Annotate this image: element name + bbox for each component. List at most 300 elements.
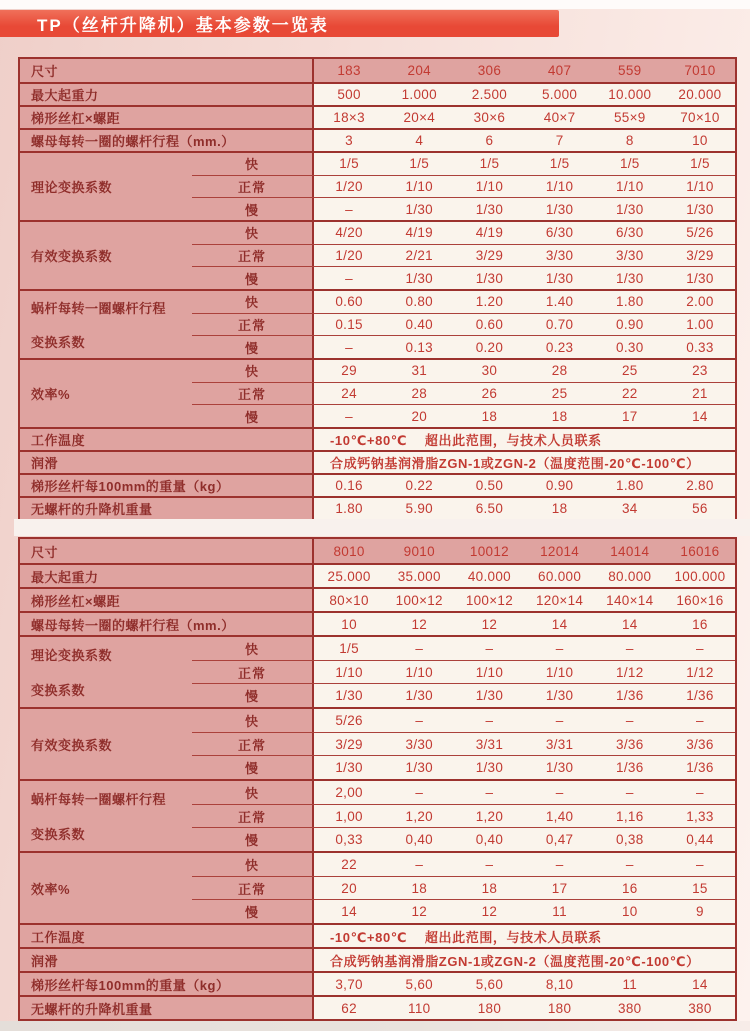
value-cell: 0.23 xyxy=(545,339,574,355)
page-top-margin xyxy=(0,0,750,9)
size-code: 8010 xyxy=(333,543,365,559)
value-cell: 4/20 xyxy=(335,225,363,241)
table-row xyxy=(20,128,735,151)
table-row xyxy=(20,450,735,473)
note-text: -10℃+80℃ 超出此范围，与技术人员联系 xyxy=(330,929,602,945)
value-cell: – xyxy=(625,640,634,656)
value-cell: 18 xyxy=(551,501,568,516)
row-values xyxy=(312,222,735,244)
row-label: 梯形丝杠×螺距 xyxy=(20,589,312,611)
row-values xyxy=(312,452,735,473)
value-cell: 1/10 xyxy=(545,179,574,194)
value-cell: 8,10 xyxy=(545,976,574,992)
table-group-row xyxy=(20,220,735,289)
value-cell: 1/30 xyxy=(545,688,574,704)
speed-label: 快 xyxy=(192,853,312,876)
speed-label: 正常 xyxy=(192,661,312,684)
row-label: 工作温度 xyxy=(20,429,312,450)
value-cell: 29 xyxy=(341,363,357,379)
value-cell: 25.000 xyxy=(327,568,371,584)
speed-label: 正常 xyxy=(192,383,312,405)
value-cell: 1/5 xyxy=(479,156,500,172)
value-cell: 180 xyxy=(477,1000,502,1016)
value-cell: – xyxy=(485,640,494,656)
table-header-row xyxy=(20,539,735,563)
value-cell: 1/30 xyxy=(475,201,504,217)
group-labels xyxy=(20,153,192,220)
value-cell: 18 xyxy=(411,880,428,896)
value-cell: 120×14 xyxy=(535,592,584,608)
value-cell: 0.80 xyxy=(405,294,433,310)
row-label: 变换系数 xyxy=(31,683,86,698)
value-cell: 1/5 xyxy=(339,156,359,172)
table-subrow xyxy=(192,175,735,198)
value-cell: 1.000 xyxy=(401,87,437,102)
value-cell: 1,00 xyxy=(335,808,363,824)
value-cell: 0,38 xyxy=(616,832,644,848)
row-values xyxy=(312,360,735,382)
row-values xyxy=(312,130,735,151)
value-cell: 5/26 xyxy=(335,712,363,728)
page-title-banner xyxy=(0,10,559,37)
value-cell: 1/12 xyxy=(686,664,714,680)
value-cell: 34 xyxy=(621,501,638,516)
value-cell: 5,60 xyxy=(475,976,504,992)
value-cell: 10 xyxy=(621,904,638,920)
value-cell: 3/30 xyxy=(405,736,433,752)
row-values xyxy=(312,198,735,220)
value-cell: 1,16 xyxy=(616,808,644,824)
value-cell: 80×10 xyxy=(329,592,369,608)
value-cell: 1/30 xyxy=(616,201,644,217)
value-cell: 18 xyxy=(481,880,498,896)
row-label: 最大起重力 xyxy=(20,565,312,587)
value-cell: 25 xyxy=(621,363,638,379)
value-cell: 1/10 xyxy=(405,664,433,680)
table-subrow xyxy=(192,153,735,175)
speed-label: 慢 xyxy=(192,828,312,851)
value-cell: – xyxy=(345,339,353,355)
value-cell: 140×14 xyxy=(606,592,654,608)
value-cell: 21 xyxy=(692,386,708,401)
speed-label: 正常 xyxy=(192,245,312,267)
row-label: 蜗杆每转一圈螺杆行程 xyxy=(31,301,167,317)
value-cell: 0.22 xyxy=(405,478,433,493)
value-cell: 1/30 xyxy=(545,201,574,217)
row-values xyxy=(312,613,735,635)
size-code: 7010 xyxy=(684,63,716,78)
table-row xyxy=(20,995,735,1019)
value-cell: – xyxy=(555,640,564,656)
row-values xyxy=(312,565,735,587)
value-cell: 1,20 xyxy=(475,808,504,824)
row-values xyxy=(312,684,735,707)
row-label: 无螺杆的升降机重量 xyxy=(20,498,312,519)
row-values xyxy=(312,781,735,804)
value-cell: 3/31 xyxy=(475,736,504,752)
row-values xyxy=(312,429,735,450)
value-cell: 4 xyxy=(415,133,424,148)
value-cell: 3 xyxy=(345,133,353,148)
value-cell: 1/36 xyxy=(616,688,644,704)
table-subrow xyxy=(192,732,735,756)
value-cell: 40.000 xyxy=(467,568,511,584)
group-subrows xyxy=(192,222,735,289)
row-label: 变换系数 xyxy=(31,334,86,350)
value-cell: 28 xyxy=(411,386,428,401)
value-cell: 1/10 xyxy=(545,664,574,680)
table-group-row xyxy=(20,851,735,923)
row-values xyxy=(312,709,735,732)
value-cell: 380 xyxy=(618,1000,642,1016)
value-cell: 0.33 xyxy=(686,339,714,355)
row-values xyxy=(312,59,735,82)
value-cell: 1/30 xyxy=(686,201,714,217)
row-values xyxy=(312,153,735,175)
table-group-row xyxy=(20,151,735,220)
value-cell: – xyxy=(625,856,634,872)
value-cell: 1,33 xyxy=(686,808,714,824)
table-subrow xyxy=(192,360,735,382)
table-row xyxy=(20,947,735,971)
value-cell: 0.20 xyxy=(475,339,504,355)
table-subrow xyxy=(192,313,735,336)
value-cell: 12 xyxy=(411,616,428,632)
value-cell: – xyxy=(555,784,564,800)
value-cell: – xyxy=(415,712,424,728)
row-values xyxy=(312,733,735,756)
value-cell: – xyxy=(696,712,704,728)
value-cell: 62 xyxy=(341,1000,357,1016)
row-values xyxy=(312,805,735,828)
value-cell: 30 xyxy=(481,363,498,379)
table-subrow xyxy=(192,382,735,405)
value-cell: 80.000 xyxy=(608,568,652,584)
note-text: 合成钙钠基润滑脂ZGN-1或ZGN-2（温度范围-20℃-100℃） xyxy=(330,456,700,471)
value-cell: 0.13 xyxy=(405,339,433,355)
value-cell: 2,00 xyxy=(335,784,363,800)
value-cell: 1/5 xyxy=(690,156,710,172)
value-cell: – xyxy=(625,784,634,800)
value-cell: 15 xyxy=(692,880,708,896)
group-subrows xyxy=(192,709,735,779)
value-cell: 35.000 xyxy=(397,568,441,584)
table-row xyxy=(20,971,735,995)
table-group-row xyxy=(20,289,735,358)
value-cell: 1,20 xyxy=(405,808,433,824)
value-cell: 1/10 xyxy=(335,664,363,680)
speed-label: 正常 xyxy=(192,805,312,828)
value-cell: 18 xyxy=(551,408,568,424)
table-subrow xyxy=(192,899,735,923)
speed-label: 正常 xyxy=(192,733,312,756)
row-values xyxy=(312,925,735,947)
value-cell: – xyxy=(345,270,353,286)
value-cell: 160×16 xyxy=(676,592,724,608)
size-code: 14014 xyxy=(610,543,650,559)
table-header-row xyxy=(20,59,735,82)
row-label: 理论变换系数 xyxy=(31,180,113,195)
value-cell: 25 xyxy=(551,386,568,401)
table-subrow xyxy=(192,709,735,732)
value-cell: 3/36 xyxy=(616,736,644,752)
value-cell: 20×4 xyxy=(403,110,436,125)
value-cell: 1/30 xyxy=(335,760,363,776)
row-label: 梯形丝杆每100mm的重量（kg） xyxy=(20,973,312,995)
value-cell: 2/21 xyxy=(405,248,433,263)
note-text: 合成钙钠基润滑脂ZGN-1或ZGN-2（温度范围-20℃-100℃） xyxy=(330,953,700,969)
value-cell: 3/30 xyxy=(545,248,574,263)
value-cell: 17 xyxy=(551,880,568,896)
value-cell: 1/10 xyxy=(686,179,714,194)
group-labels xyxy=(20,781,192,851)
value-cell: 18 xyxy=(481,408,498,424)
value-cell: 16 xyxy=(621,880,638,896)
row-label: 有效变换系数 xyxy=(31,737,113,753)
speed-label: 慢 xyxy=(192,198,312,220)
table-row xyxy=(20,563,735,587)
value-cell: 60.000 xyxy=(538,568,582,584)
size-code: 204 xyxy=(407,63,431,78)
table-subrow xyxy=(192,781,735,804)
value-cell: 0,47 xyxy=(545,832,574,848)
value-cell: – xyxy=(415,640,424,656)
value-cell: 1/5 xyxy=(409,156,430,172)
row-label: 变换系数 xyxy=(31,827,86,842)
value-cell: 14 xyxy=(692,408,708,424)
table-row xyxy=(20,105,735,128)
row-values xyxy=(312,877,735,900)
value-cell: 6.50 xyxy=(475,501,504,516)
speed-label: 快 xyxy=(192,709,312,732)
row-label: 蜗杆每转一圈螺杆行程 xyxy=(31,792,167,807)
table-subrow xyxy=(192,244,735,267)
table-subrow xyxy=(192,291,735,313)
table-row xyxy=(20,611,735,635)
value-cell: 5/26 xyxy=(686,225,714,241)
table-row xyxy=(20,82,735,105)
value-cell: 3/29 xyxy=(475,248,504,263)
size-code: 10012 xyxy=(469,543,509,559)
value-cell: 0.60 xyxy=(475,317,504,332)
value-cell: 0.90 xyxy=(545,478,574,493)
value-cell: 0.90 xyxy=(616,317,644,332)
value-cell: 1/30 xyxy=(475,760,504,776)
row-values xyxy=(312,291,735,313)
value-cell: 4/19 xyxy=(405,225,433,241)
row-values xyxy=(312,756,735,779)
row-label: 螺母每转一圈的螺杆行程（mm.） xyxy=(20,613,312,635)
row-label: 尺寸 xyxy=(20,59,312,82)
speed-label: 正常 xyxy=(192,314,312,336)
value-cell: 12 xyxy=(411,904,428,920)
value-cell: 28 xyxy=(551,363,568,379)
value-cell: – xyxy=(696,640,704,656)
value-cell: 1/5 xyxy=(549,156,570,172)
table-subrow xyxy=(192,827,735,851)
size-code: 183 xyxy=(337,63,361,78)
value-cell: 1/30 xyxy=(405,270,433,286)
row-label: 无螺杆的升降机重量 xyxy=(20,997,312,1019)
table-subrow xyxy=(192,197,735,220)
row-values xyxy=(312,589,735,611)
group-labels xyxy=(20,853,192,923)
table-subrow xyxy=(192,876,735,900)
speed-label: 正常 xyxy=(192,877,312,900)
value-cell: 0.40 xyxy=(405,317,433,332)
value-cell: 1/30 xyxy=(616,270,644,286)
value-cell: 380 xyxy=(688,1000,712,1016)
value-cell: 3/29 xyxy=(335,736,363,752)
value-cell: 1.80 xyxy=(616,478,644,493)
row-label: 润滑 xyxy=(20,452,312,473)
value-cell: 1.80 xyxy=(335,501,363,516)
size-code: 16016 xyxy=(680,543,720,559)
row-label: 梯形丝杆每100mm的重量（kg） xyxy=(20,475,312,496)
value-cell: 16 xyxy=(692,616,708,632)
speed-label: 慢 xyxy=(192,405,312,427)
value-cell: 11 xyxy=(622,976,638,992)
value-cell: 18×3 xyxy=(333,110,365,125)
value-cell: 70×10 xyxy=(680,110,720,125)
speed-label: 慢 xyxy=(192,267,312,289)
row-label: 梯形丝杠×螺距 xyxy=(20,107,312,128)
row-values xyxy=(312,661,735,684)
group-subrows xyxy=(192,781,735,851)
row-values xyxy=(312,900,735,923)
row-values xyxy=(312,949,735,971)
row-label: 效率% xyxy=(31,387,71,402)
row-values xyxy=(312,383,735,405)
row-label: 润滑 xyxy=(20,949,312,971)
group-labels xyxy=(20,222,192,289)
table-gap xyxy=(14,519,750,536)
table-subrow xyxy=(192,660,735,684)
table-row xyxy=(20,427,735,450)
size-code: 559 xyxy=(618,63,642,78)
value-cell: 1/36 xyxy=(616,760,644,776)
row-values xyxy=(312,267,735,289)
size-code: 12014 xyxy=(540,543,580,559)
value-cell: 0,40 xyxy=(475,832,504,848)
speed-label: 慢 xyxy=(192,900,312,923)
value-cell: 55×9 xyxy=(613,110,646,125)
group-subrows xyxy=(192,153,735,220)
row-values xyxy=(312,997,735,1019)
value-cell: 23 xyxy=(692,363,708,379)
value-cell: 0.15 xyxy=(335,317,363,332)
value-cell: 180 xyxy=(547,1000,572,1016)
value-cell: 1/30 xyxy=(545,760,574,776)
value-cell: 1/12 xyxy=(616,664,644,680)
value-cell: – xyxy=(415,784,424,800)
group-subrows xyxy=(192,637,735,707)
table-subrow xyxy=(192,804,735,828)
value-cell: 11 xyxy=(552,904,567,920)
value-cell: 1,40 xyxy=(545,808,574,824)
parameters-table-large-sizes xyxy=(18,537,737,1021)
value-cell: – xyxy=(696,784,704,800)
row-label: 理论变换系数 xyxy=(31,648,113,663)
row-values xyxy=(312,107,735,128)
value-cell: 9 xyxy=(696,904,704,920)
value-cell: 8 xyxy=(625,133,634,148)
value-cell: 30×6 xyxy=(473,110,506,125)
group-labels xyxy=(20,637,192,707)
value-cell: 1/36 xyxy=(686,688,714,704)
value-cell: – xyxy=(415,856,424,872)
value-cell: 10.000 xyxy=(608,87,652,102)
row-values xyxy=(312,84,735,105)
page-title: TP（丝杆升降机）基本参数一览表 xyxy=(37,16,329,35)
value-cell: 1/10 xyxy=(405,179,433,194)
table-subrow xyxy=(192,683,735,707)
value-cell: 12 xyxy=(481,904,498,920)
group-subrows xyxy=(192,853,735,923)
row-label: 螺母每转一圈的螺杆行程（mm.） xyxy=(20,130,312,151)
value-cell: 1.00 xyxy=(686,317,714,332)
parameters-table-small-sizes xyxy=(18,57,737,521)
value-cell: 1/20 xyxy=(335,248,363,263)
table-subrow xyxy=(192,266,735,289)
value-cell: 40×7 xyxy=(543,110,576,125)
value-cell: 1/30 xyxy=(405,201,433,217)
value-cell: 0.30 xyxy=(616,339,644,355)
value-cell: 1.80 xyxy=(616,294,644,310)
table-subrow xyxy=(192,853,735,876)
value-cell: 22 xyxy=(621,386,638,401)
table-group-row xyxy=(20,635,735,707)
value-cell: 0,40 xyxy=(405,832,433,848)
value-cell: 100×12 xyxy=(395,592,443,608)
value-cell: 100.000 xyxy=(674,568,726,584)
value-cell: 0.16 xyxy=(335,478,363,493)
row-label: 最大起重力 xyxy=(20,84,312,105)
value-cell: 17 xyxy=(621,408,638,424)
table-subrow xyxy=(192,222,735,244)
value-cell: 1/10 xyxy=(475,179,504,194)
value-cell: 500 xyxy=(337,87,361,102)
table-subrow xyxy=(192,637,735,660)
value-cell: 0.70 xyxy=(545,317,574,332)
row-label: 工作温度 xyxy=(20,925,312,947)
value-cell: 1/30 xyxy=(405,760,433,776)
size-code: 407 xyxy=(547,63,572,78)
table-row xyxy=(20,923,735,947)
row-values xyxy=(312,853,735,876)
note-text: -10℃+80℃ 超出此范围，与技术人员联系 xyxy=(330,433,602,448)
value-cell: 3,70 xyxy=(335,976,363,992)
value-cell: – xyxy=(485,784,494,800)
value-cell: – xyxy=(555,712,564,728)
value-cell: – xyxy=(555,856,564,872)
value-cell: 2.80 xyxy=(686,478,714,493)
row-values xyxy=(312,498,735,519)
value-cell: 3/36 xyxy=(686,736,714,752)
value-cell: – xyxy=(485,856,494,872)
value-cell: 0,33 xyxy=(335,832,363,848)
group-subrows xyxy=(192,291,735,358)
value-cell: – xyxy=(345,408,353,424)
speed-label: 快 xyxy=(192,153,312,175)
row-values xyxy=(312,828,735,851)
value-cell: 26 xyxy=(481,386,498,401)
speed-label: 慢 xyxy=(192,336,312,358)
row-values xyxy=(312,973,735,995)
table-subrow xyxy=(192,404,735,427)
value-cell: 4/19 xyxy=(475,225,504,241)
speed-label: 快 xyxy=(192,291,312,313)
